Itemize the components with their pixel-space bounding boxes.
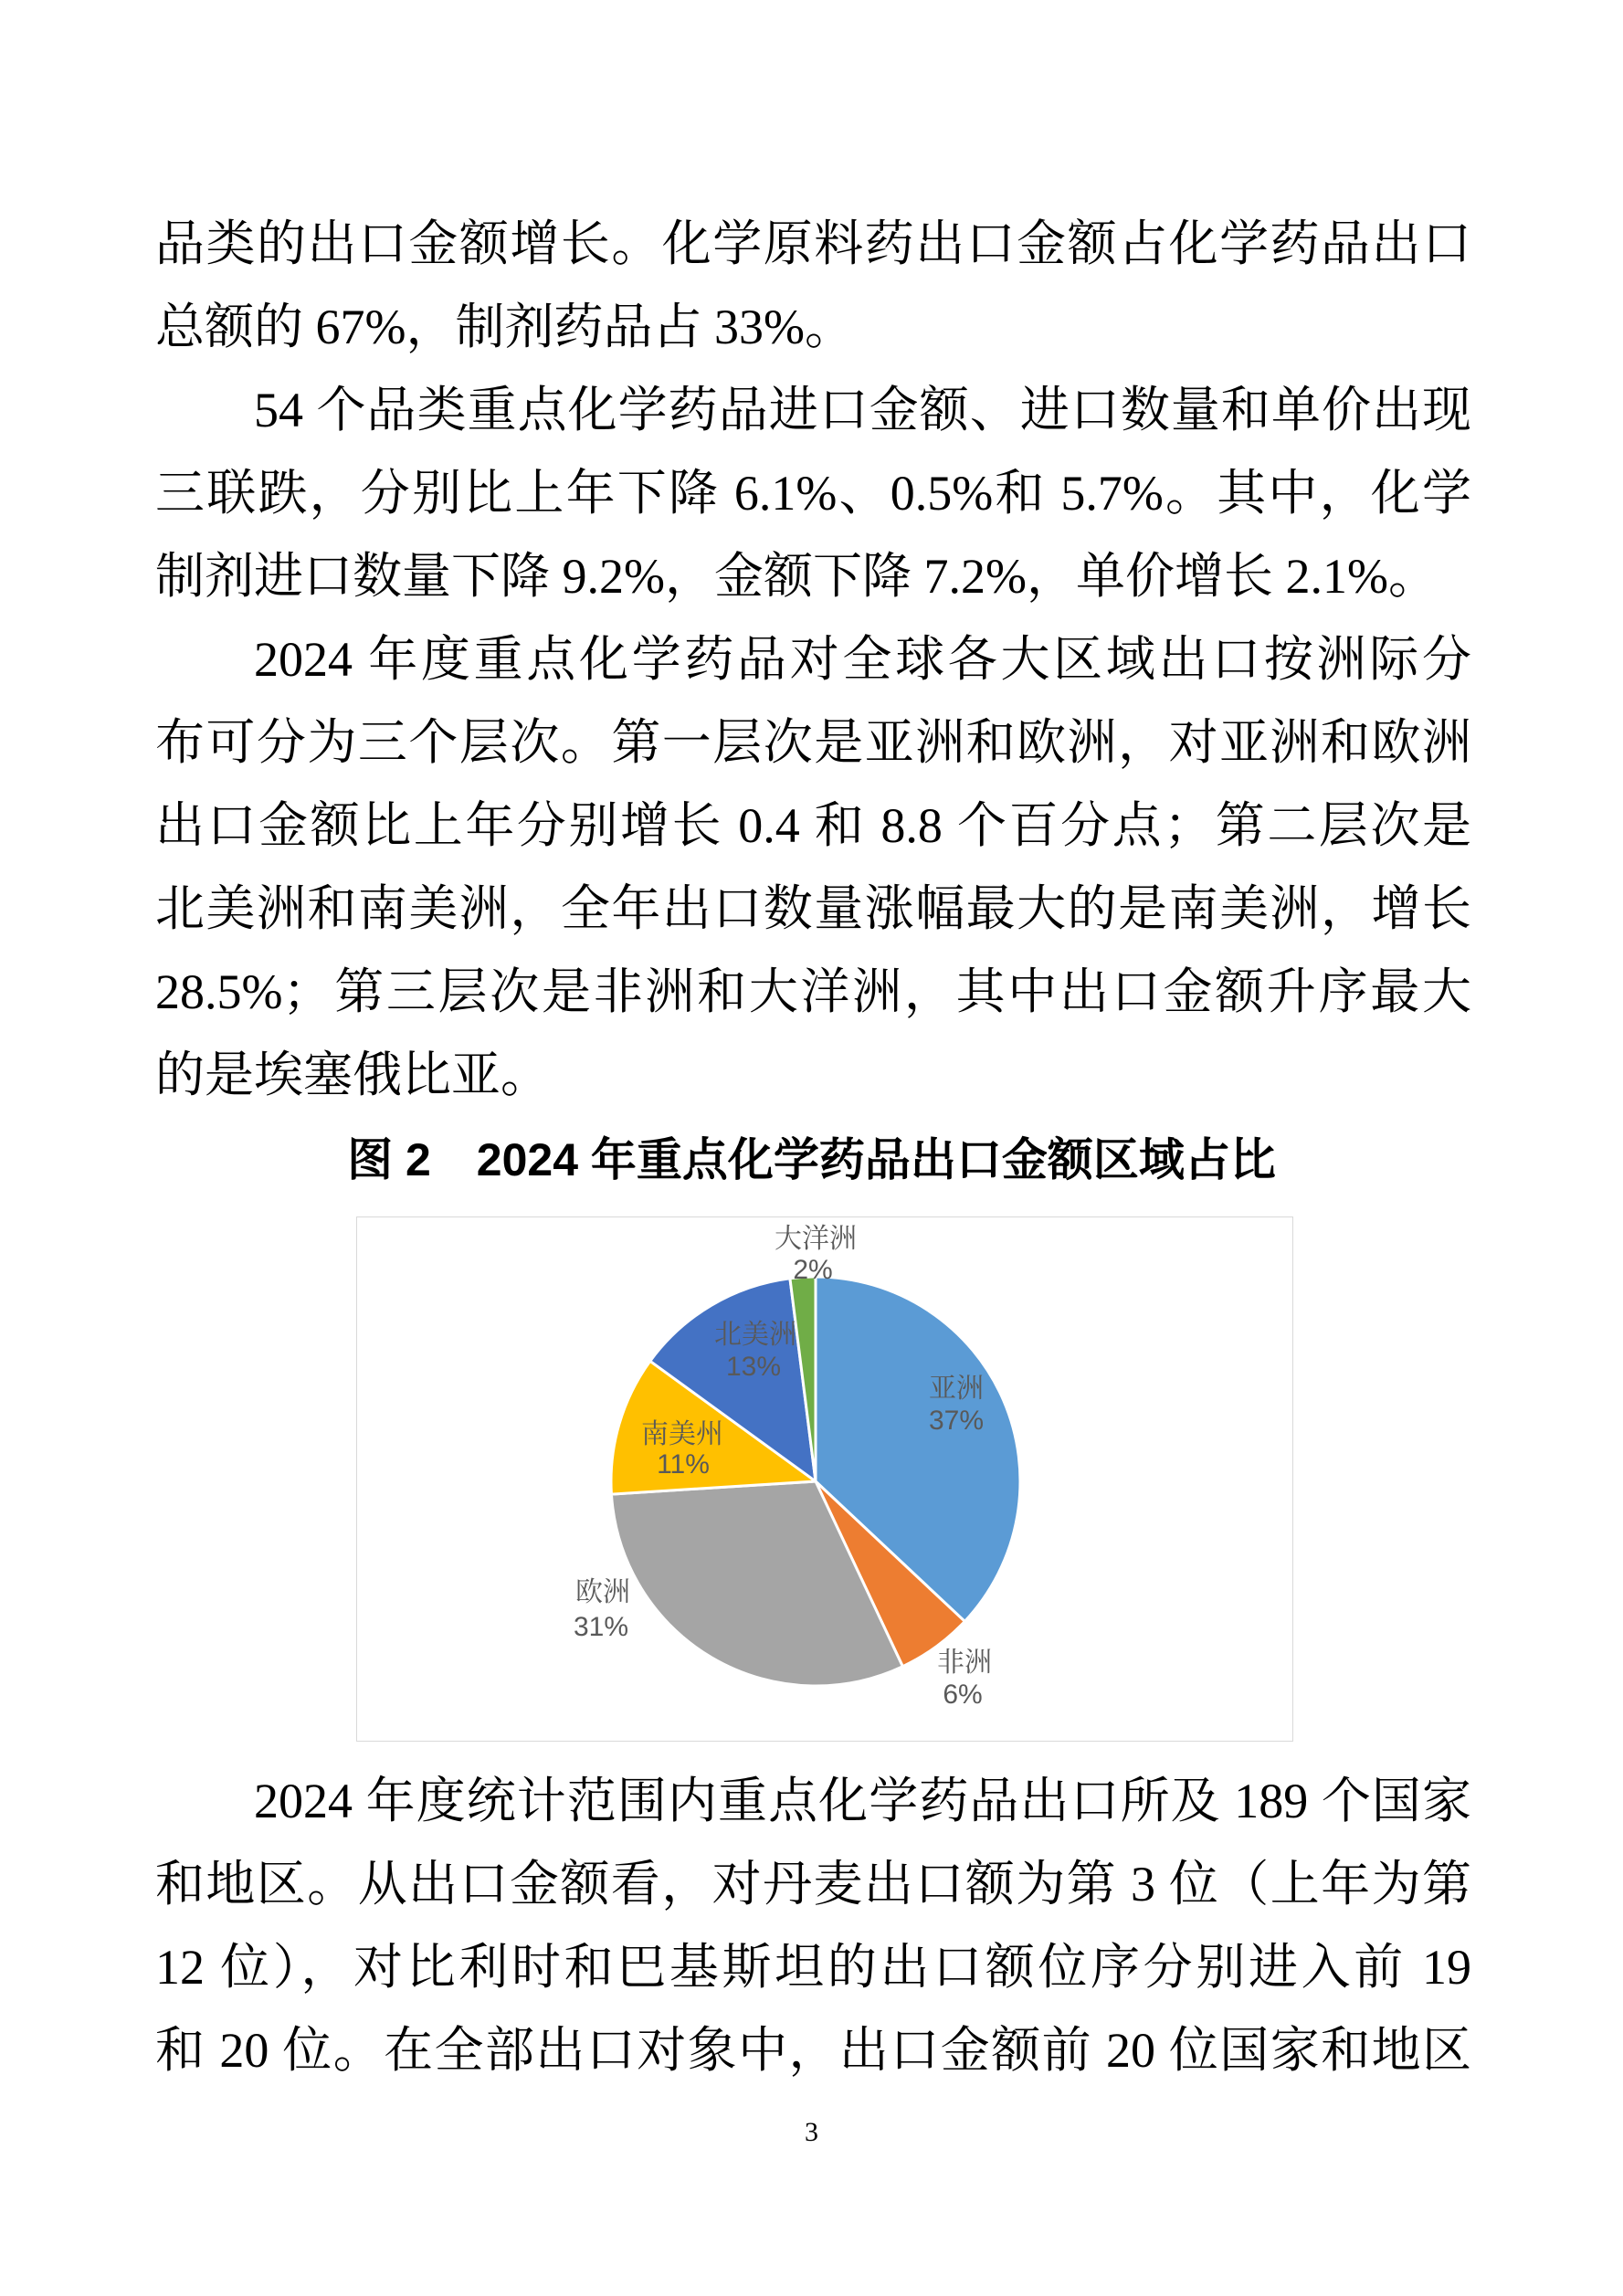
text-line: 2024 年度重点化学药品对全球各大区域出口按洲际分 bbox=[254, 632, 1471, 687]
slice-label-south-america: 南美州 bbox=[641, 1418, 723, 1449]
text-line: 制剂进口数量下降 9.2%，金额下降 7.2%，单价增长 2.1%。 bbox=[155, 549, 1438, 604]
text-line: 54 个品类重点化学药品进口金额、进口数量和单价出现 bbox=[254, 383, 1471, 437]
pie-chart-frame bbox=[356, 1216, 1293, 1742]
figure-title: 图 2 2024 年重点化学药品出口金额区域占比 bbox=[347, 1134, 1276, 1185]
text-line: 和 20 位。在全部出口对象中，出口金额前 20 位国家和地区 bbox=[155, 2023, 1471, 2078]
slice-percent-south-america: 11% bbox=[657, 1448, 710, 1480]
slice-percent-asia: 37% bbox=[928, 1405, 985, 1436]
text-line: 北美洲和南美洲，全年出口数量涨幅最大的是南美洲，增长 bbox=[155, 881, 1471, 936]
text-line: 品类的出口金额增长。化学原料药出口金额占化学药品出口 bbox=[155, 216, 1471, 271]
page-number: 3 bbox=[805, 2117, 818, 2147]
text-line: 的是埃塞俄比亚。 bbox=[155, 1048, 550, 1102]
text-line: 2024 年度统计范围内重点化学药品出口所及 189 个国家 bbox=[254, 1774, 1471, 1828]
text-line: 和地区。从出口金额看，对丹麦出口额为第 3 位（上年为第 bbox=[155, 1857, 1471, 1912]
slice-percent-oceania: 2% bbox=[793, 1254, 833, 1285]
slice-label-europe: 欧洲 bbox=[575, 1576, 630, 1607]
slice-percent-africa: 6% bbox=[943, 1679, 983, 1710]
tail-text bbox=[155, 1760, 1471, 2092]
text-line: 布可分为三个层次。第一层次是亚洲和欧洲，对亚洲和欧洲 bbox=[155, 715, 1471, 770]
text-line: 12 位），对比利时和巴基斯坦的出口额位序分别进入前 19 bbox=[155, 1940, 1471, 1995]
body-text bbox=[155, 203, 1471, 1117]
pie-chart bbox=[357, 1217, 1292, 1741]
slice-label-africa: 非洲 bbox=[937, 1647, 992, 1678]
slice-label-north-america: 北美洲 bbox=[714, 1319, 796, 1350]
slice-percent-europe: 31% bbox=[573, 1611, 629, 1642]
text-line: 28.5%；第三层次是非洲和大洋洲，其中出口金额升序最大 bbox=[155, 964, 1471, 1019]
text-line: 总额的 67%，制剂药品占 33%。 bbox=[155, 300, 854, 354]
slice-label-asia: 亚洲 bbox=[929, 1373, 984, 1404]
text-line: 出口金额比上年分别增长 0.4 和 8.8 个百分点；第二层次是 bbox=[155, 798, 1471, 853]
slice-label-oceania: 大洋洲 bbox=[775, 1223, 857, 1254]
slice-percent-north-america: 13% bbox=[725, 1351, 782, 1382]
text-line: 三联跌，分别比上年下降 6.1%、0.5%和 5.7%。其中，化学 bbox=[155, 466, 1471, 521]
